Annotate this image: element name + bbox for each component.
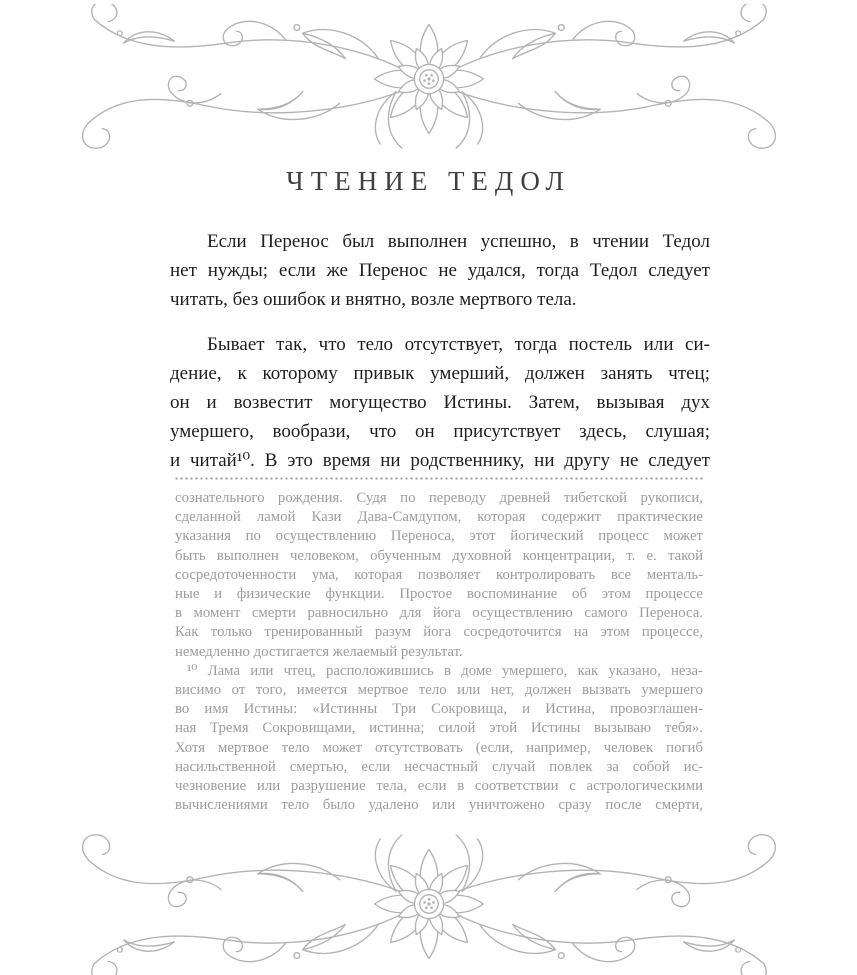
footnote-line: быть выполнен человеком, обученным духовной концентрации, т. е. такой	[175, 547, 703, 564]
flower-icon	[374, 25, 483, 134]
footnote-block	[175, 489, 703, 662]
text-line: и читай¹⁰. В это время ни родственнику, ни другу не следует	[170, 450, 710, 471]
footnote-line: ¹⁰ Лама или чтец, расположившись в доме умершего, как указано, неза-	[187, 662, 703, 679]
paragraph	[170, 330, 710, 475]
footnote-separator	[174, 477, 704, 480]
text-line: Если Перенос был выполнен успешно, в чтении Тедол	[207, 231, 710, 252]
paragraph	[170, 227, 710, 314]
footnote-line: сосредоточенности ума, которая позволяет контролировать все менталь-	[175, 566, 703, 583]
footnote-line: ная Тремя Сокровищами, истинна; силой этой Истины вызываю тебя».	[175, 720, 703, 737]
floral-ornament-icon	[79, 829, 779, 975]
text-line: умершего, вообрази, что он присутствует здесь, слушая;	[170, 421, 710, 442]
text-line: нет нужды; если же Перенос не удался, тогда Тедол следует	[170, 260, 710, 281]
footnote-line: указания по осуществлению Переноса, этот йогический процесс может	[175, 528, 703, 545]
floral-ornament-icon	[79, 4, 779, 154]
footnote-line: во имя Истины: «Истинны Три Сокровища, и Истина, провозглашен-	[175, 701, 703, 718]
footnote-line: Как только тренированный разум йога сосредоточится на этом процессе,	[175, 624, 703, 641]
footnote-line: чезновение или разрушение тела, если в соответствии с астрологическими	[175, 778, 703, 795]
floral-ornament-top	[79, 4, 779, 154]
page-title: ЧТЕНИЕ ТЕДОЛ	[286, 166, 571, 196]
floral-ornament-bottom	[79, 829, 779, 975]
footnote-line: в момент смерти равносильно для йога осуществлению самого Переноса.	[175, 605, 703, 622]
footnote-line: Хотя мертвое тело может отсутствовать (если, например, человек погиб	[175, 739, 703, 756]
footnote-line: немедленно достигается желаемый результат.	[175, 643, 463, 660]
footnote-line: вычислениями тело было удалено или уничтожено сразу после смерти,	[175, 797, 703, 814]
footnote-line: сделанной ламой Кази Дава-Самдупом, которая содержит практические	[175, 509, 703, 526]
text-line: дение, к которому привык умерший, должен занять чтец;	[170, 363, 710, 384]
text-line: Бывает так, что тело отсутствует, тогда постель или си-	[207, 334, 710, 355]
footnote-line: висимо от того, имеется мертвое тело или нет, должен вызвать умершего	[175, 682, 703, 699]
text-line: читать, без ошибок и внятно, возле мертвого тела.	[170, 289, 577, 310]
footnote-block	[175, 662, 703, 816]
flower-icon	[374, 850, 483, 959]
body-text	[170, 227, 710, 475]
text-line: он и возвестит могущество Истины. Затем, вызывая дух	[170, 392, 710, 413]
footnote-line: насильственной смертью, если несчастный случай повлек за собой ис-	[175, 758, 703, 775]
footnote-line: сознательного рождения. Судя по переводу древней тибетской рукописи,	[175, 490, 703, 506]
footnotes	[175, 489, 703, 815]
footnote-line: ные и физические функции. Простое воспоминание об этом процессе	[175, 586, 703, 603]
